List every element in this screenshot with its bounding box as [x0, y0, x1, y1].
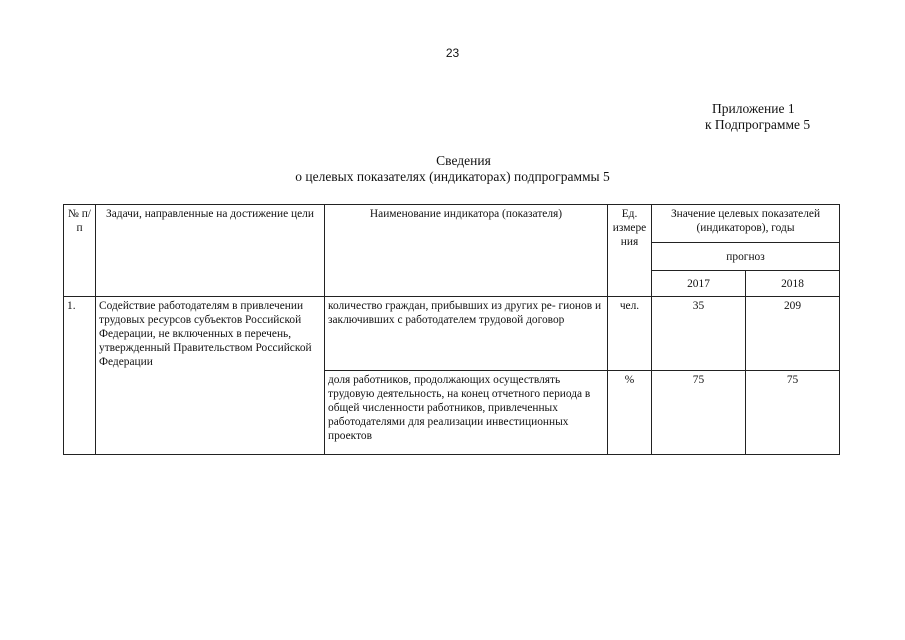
document-title [0, 153, 905, 185]
header-year-2017: 2017 [652, 271, 746, 297]
appendix-line-2: к Подпрограмме 5 [705, 117, 811, 132]
row-unit: % [608, 371, 652, 455]
appendix-caption [705, 101, 810, 133]
title-line-1: Сведения [436, 153, 491, 168]
appendix-line-1: Приложение 1 [712, 101, 795, 116]
header-values: Значение целевых показателей (индикаторов), годы [652, 205, 840, 243]
header-forecast: прогноз [652, 243, 840, 271]
row-task: Содействие работодателям в привлечении трудовых ресурсов субъектов Российской Федерации, не включенных в перечень, утвержденный Правительством Российской Федерации [96, 297, 325, 455]
row-value-2017: 75 [652, 371, 746, 455]
header-indicator: Наименование индикатора (показателя) [325, 205, 608, 297]
title-line-2: о целевых показателях (индикаторах) подпрограммы 5 [295, 169, 610, 184]
row-value-2018: 209 [746, 297, 840, 371]
row-indicator: доля работников, продолжающих осуществлять трудовую деятельность, на конец отчетного периода в общей численности работников, привлеченных работодателями для реализации инвестиционных проектов [325, 371, 608, 455]
header-num: № п/п [64, 205, 96, 297]
header-year-2018: 2018 [746, 271, 840, 297]
row-value-2017: 35 [652, 297, 746, 371]
header-unit: Ед. измере ния [608, 205, 652, 297]
header-row [64, 205, 840, 243]
header-task: Задачи, направленные на достижение цели [96, 205, 325, 297]
row-num: 1. [64, 297, 96, 455]
row-indicator: количество граждан, прибывших из других ре- гионов и заключивших с работодателем трудовой договор [325, 297, 608, 371]
page-number: 23 [445, 46, 460, 60]
indicators-table [63, 204, 840, 455]
row-value-2018: 75 [746, 371, 840, 455]
row-unit: чел. [608, 297, 652, 371]
table-row [64, 297, 840, 371]
